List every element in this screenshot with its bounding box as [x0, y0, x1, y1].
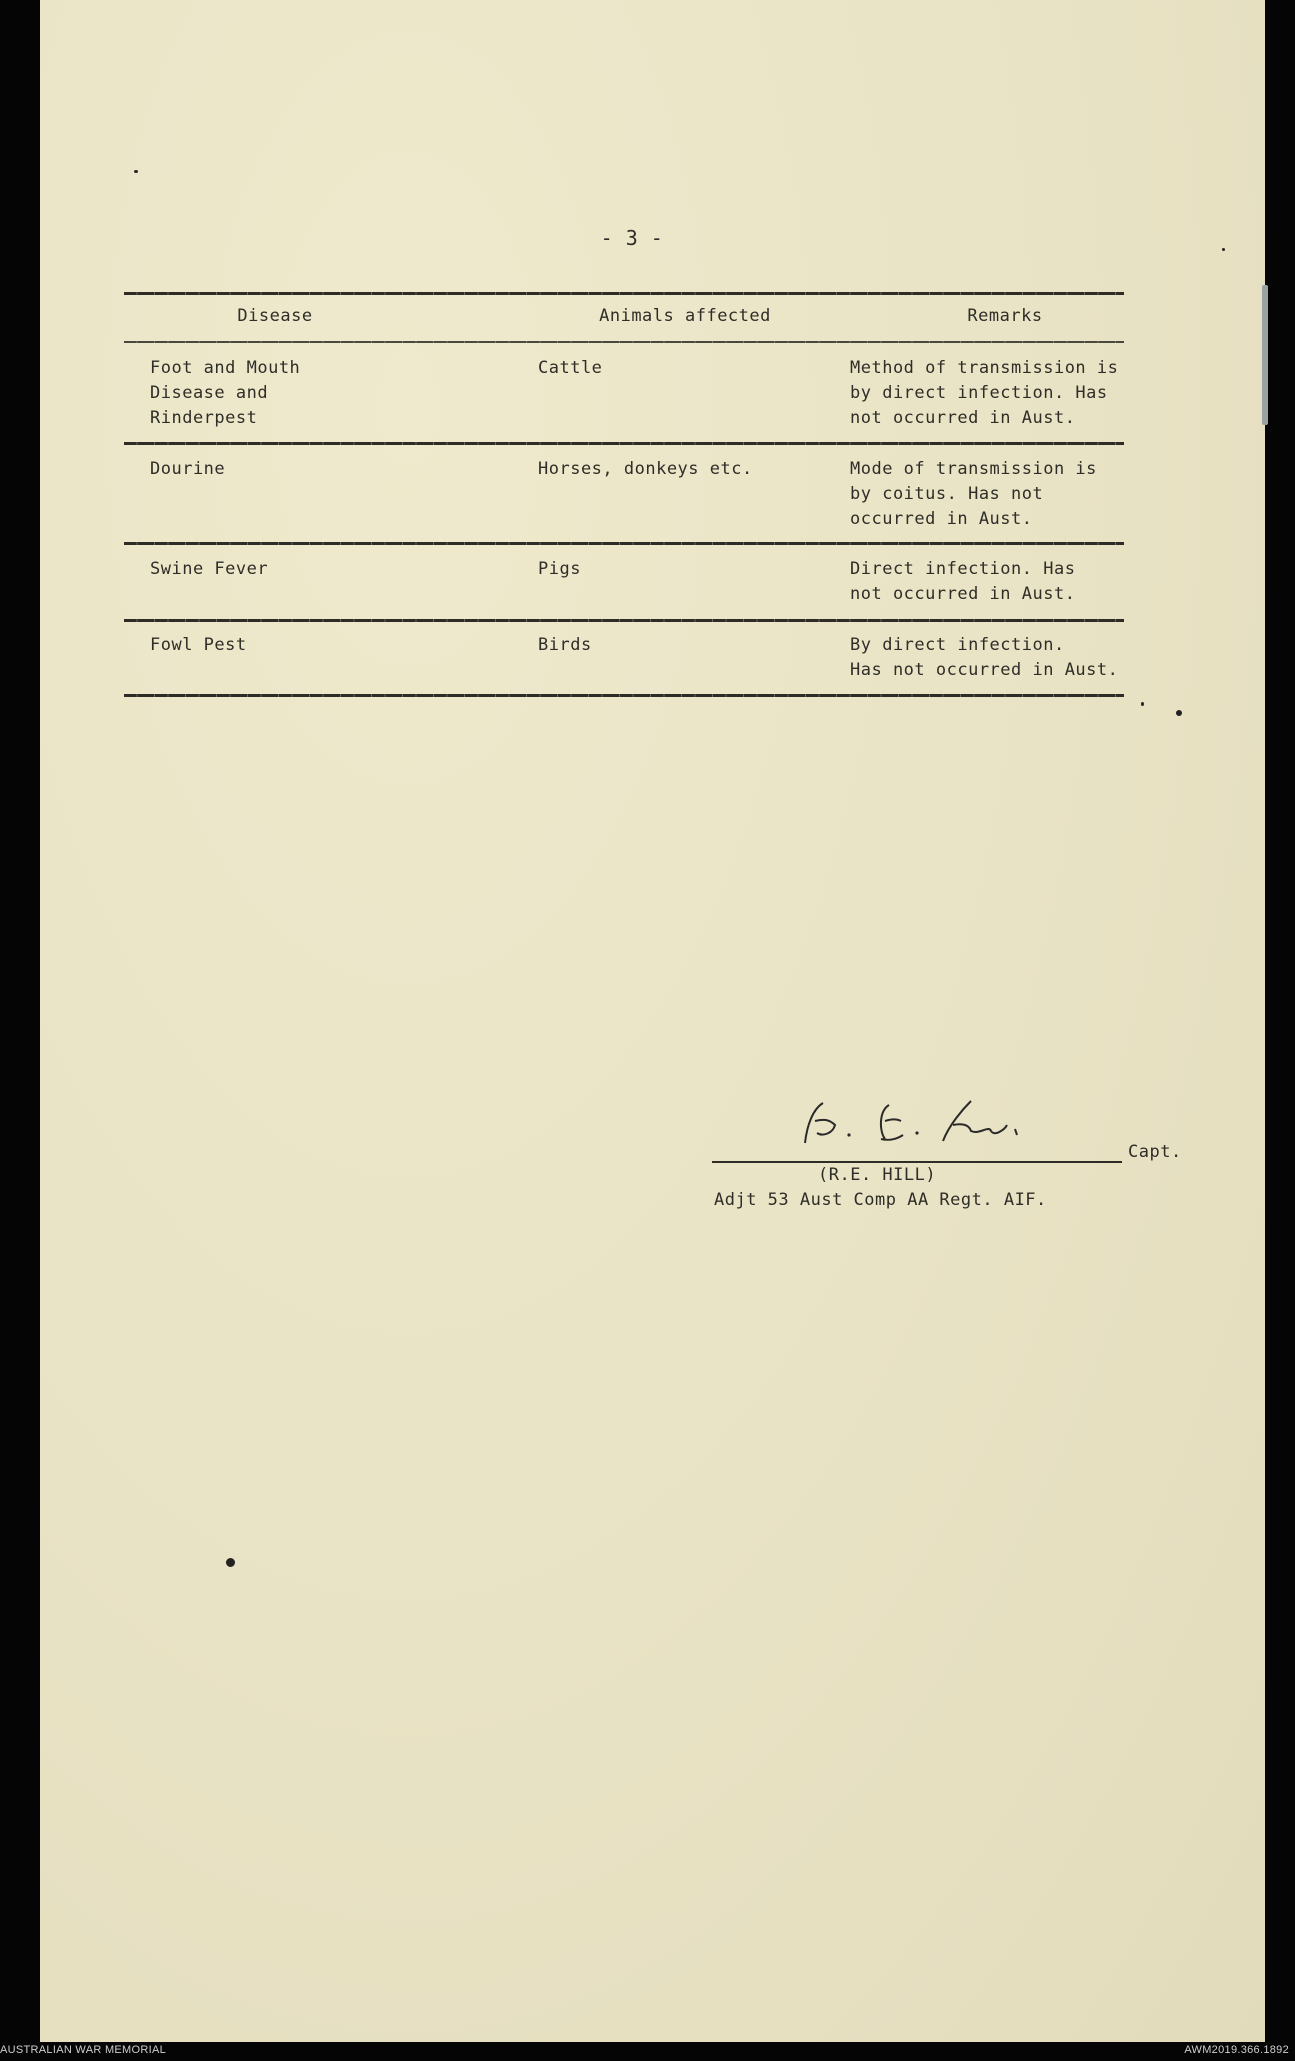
handwritten-signature	[793, 1095, 1103, 1155]
ink-speck	[1222, 248, 1225, 251]
table-bottom-rule	[124, 694, 1124, 697]
column-header-remarks: Remarks	[967, 306, 1043, 326]
ink-speck	[134, 170, 138, 173]
table-cell-remarks: Method of transmission is by direct infection. Has not occurred in Aust.	[850, 358, 1119, 428]
table-cell-animals: Horses, donkeys etc.	[538, 459, 753, 479]
signatory-title: Adjt 53 Aust Comp AA Regt. AIF.	[714, 1190, 1047, 1210]
table-cell-animals: Cattle	[538, 358, 603, 378]
paper-edge-tab	[1262, 285, 1268, 425]
table-top-rule	[124, 292, 1124, 295]
table-row-rule	[124, 442, 1124, 445]
column-header-animals: Animals affected	[599, 306, 771, 326]
table-cell-animals: Pigs	[538, 559, 581, 579]
table-header-rule	[124, 341, 1124, 343]
table-cell-disease: Fowl Pest	[150, 635, 247, 655]
archive-credit: AUSTRALIAN WAR MEMORIAL	[0, 2044, 167, 2056]
archive-reference: AWM2019.366.1892	[1184, 2044, 1289, 2056]
page-number: - 3 -	[600, 226, 664, 250]
table-cell-disease: Foot and Mouth Disease and Rinderpest	[150, 358, 301, 428]
table-row-rule	[124, 619, 1124, 622]
table-cell-animals: Birds	[538, 635, 592, 655]
table-cell-disease: Dourine	[150, 459, 226, 479]
table-cell-remarks: By direct infection. Has not occurred in Aust.	[850, 635, 1119, 680]
table-cell-remarks: Mode of transmission is by coitus. Has not occurred in Aust.	[850, 459, 1097, 529]
signatory-rank: Capt.	[1128, 1142, 1182, 1162]
signatory-name: (R.E. HILL)	[818, 1165, 937, 1185]
column-header-disease: Disease	[237, 306, 313, 326]
table-cell-disease: Swine Fever	[150, 559, 269, 579]
table-row-rule	[124, 542, 1124, 545]
ink-speck	[1141, 702, 1144, 706]
ink-speck	[1176, 710, 1182, 716]
ink-speck	[226, 1558, 235, 1567]
table-cell-remarks: Direct infection. Has not occurred in Aust.	[850, 559, 1076, 604]
